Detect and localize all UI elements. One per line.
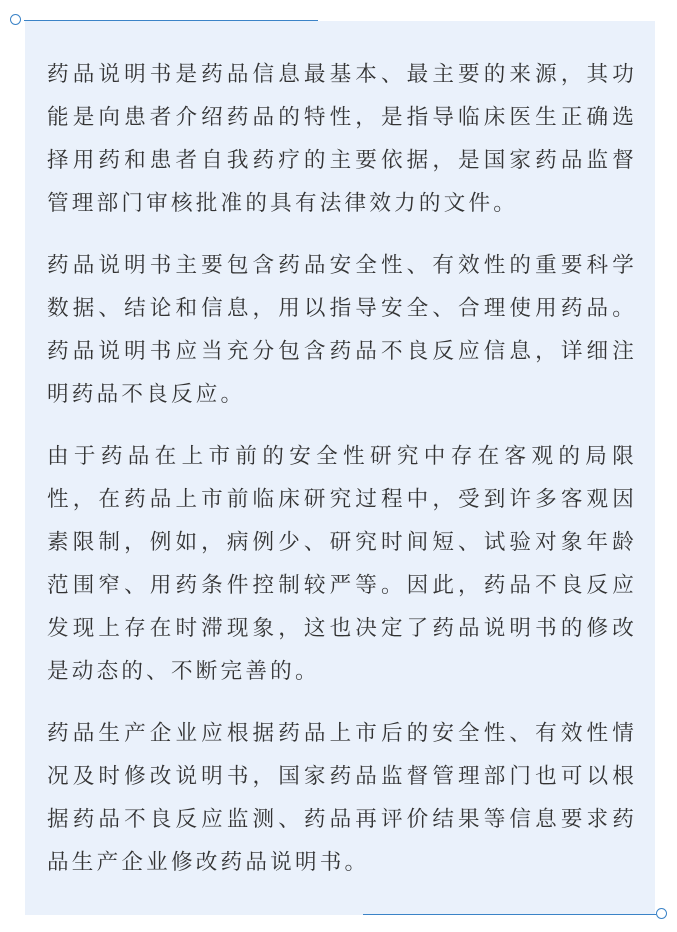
article-body	[47, 53, 637, 903]
paragraph-4: 药品生产企业应根据药品上市后的安全性、有效性情况及时修改说明书，国家药品监督管理部门也可以根据药品不良反应监测、药品再评价结果等信息要求药品生产企业修改药品说明书。	[47, 721, 637, 875]
paragraph-1: 药品说明书是药品信息最基本、最主要的来源，其功能是向患者介绍药品的特性，是指导临床医生正确选择用药和患者自我药疗的主要依据，是国家药品监督管理部门审核批准的具有法律效力的文件。	[47, 62, 637, 216]
top-circle-ornament-icon	[10, 14, 21, 25]
bottom-divider-line	[363, 914, 656, 915]
paragraph-3: 由于药品在上市前的安全性研究中存在客观的局限性，在药品上市前临床研究过程中，受到许多客观因素限制，例如，病例少、研究时间短、试验对象年龄范围窄、用药条件控制较严等。因此，药品不良反应发现上存在时滞现象，这也决定了药品说明书的修改是动态的、不断完善的。	[47, 444, 637, 684]
top-divider-line	[24, 20, 318, 21]
paragraph-2: 药品说明书主要包含药品安全性、有效性的重要科学数据、结论和信息，用以指导安全、合理使用药品。药品说明书应当充分包含药品不良反应信息，详细注明药品不良反应。	[47, 253, 637, 407]
bottom-circle-ornament-icon	[656, 908, 667, 919]
